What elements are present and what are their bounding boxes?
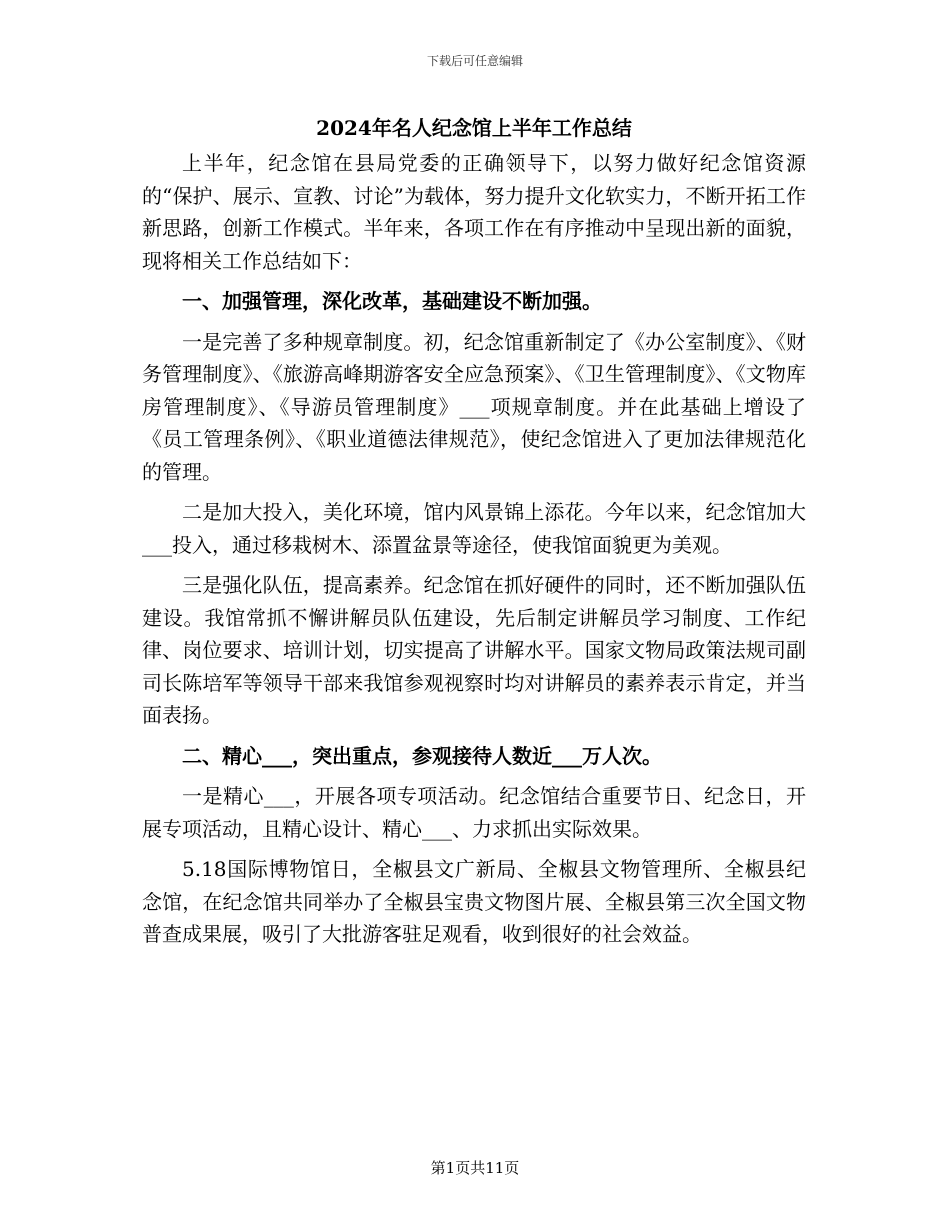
paragraph-regulations: 一是完善了多种规章制度。初，纪念馆重新制定了《办公室制度》、《财务管理制度》、《旅游高峰期游客安全应急预案》、《卫生管理制度》、《文物库房管理制度》、《导游员管理制度》___项规章制度。并在此基础上增设了《员工管理条例》、《职业道德法律规范》，使纪念馆进入了更加法律规范化的管理。 [142, 329, 806, 484]
paragraph-team: 三是强化队伍，提高素养。纪念馆在抓好硬件的同时，还不断加强队伍建设。我馆常抓不懈讲解员队伍建设，先后制定讲解员学习制度、工作纪律、岗位要求、培训计划，切实提高了讲解水平。国家文物局政策法规司副司长陈培军等领导干部来我馆参观视察时均对讲解员的素养表示肯定，并当面表扬。 [142, 573, 806, 727]
section-heading-1: 一、加强管理，深化改革，基础建设不断加强。 [182, 289, 602, 313]
paragraph-activities: 一是精心___，开展各项专项活动。纪念馆结合重要节日、纪念日，开展专项活动，且精心设计、精心___、力求抓出实际效果。 [142, 784, 806, 841]
section-heading-2: 二、精心___，突出重点，参观接待人数近___万人次。 [182, 743, 662, 768]
intro-paragraph: 上半年，纪念馆在县局党委的正确领导下，以努力做好纪念馆资源的“保护、展示、宣教、讨论”为载体，努力提升文化软实力，不断开拓工作新思路，创新工作模式。半年来，各项工作在有序推动中呈现出新的面貌，现将相关工作总结如下： [142, 151, 806, 273]
paragraph-environment: 二是加大投入，美化环境，馆内风景锦上添花。今年以来，纪念馆加大___投入，通过移栽树木、添置盆景等途径，使我馆面貌更为美观。 [142, 500, 806, 557]
document-body [142, 115, 806, 959]
page-header: 下载后可任意编辑 [426, 54, 523, 68]
document-title: 2024年名人纪念馆上半年工作总结 [316, 116, 632, 140]
page-number: 第1页共11页 [430, 1159, 520, 1177]
paragraph-museum-day: 5.18国际博物馆日，全椒县文广新局、全椒县文物管理所、全椒县纪念馆，在纪念馆共同举办了全椒县宝贵文物图片展、全椒县第三次全国文物普查成果展，吸引了大批游客驻足观看，收到很好的社会效益。 [142, 857, 806, 946]
